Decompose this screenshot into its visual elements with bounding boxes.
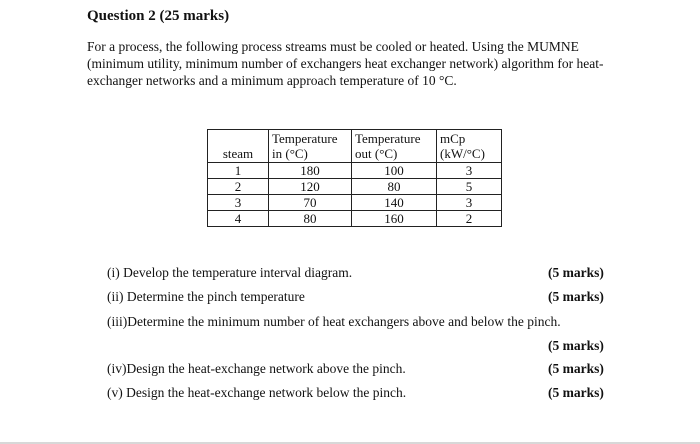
header-line: Temperature bbox=[272, 131, 338, 146]
header-steam bbox=[208, 130, 269, 163]
question-v: (v) Design the heat-exchange network below the pinch. bbox=[107, 385, 407, 400]
header-temperature-in bbox=[269, 130, 352, 163]
marks-i: (5 marks) bbox=[548, 265, 604, 280]
cell-steam: 1 bbox=[208, 163, 269, 179]
intro-line: exchanger networks and a minimum approach temperature of 10 °C. bbox=[87, 73, 457, 88]
intro-line: (minimum utility, minimum number of exchangers heat exchanger network) algorithm for heat- bbox=[87, 56, 604, 71]
header-temperature-out bbox=[352, 130, 437, 163]
cell-mcp: 3 bbox=[437, 163, 502, 179]
table-row bbox=[208, 211, 502, 227]
table-row bbox=[208, 163, 502, 179]
question-iv: (iv)Design the heat-exchange network above the pinch. bbox=[107, 361, 406, 376]
header-line: Temperature bbox=[355, 131, 421, 146]
cell-temp-out: 140 bbox=[352, 195, 437, 211]
table-row bbox=[208, 179, 502, 195]
cell-steam: 3 bbox=[208, 195, 269, 211]
header-line: (kW/°C) bbox=[440, 146, 485, 161]
cell-temp-in: 80 bbox=[269, 211, 352, 227]
cell-temp-in: 70 bbox=[269, 195, 352, 211]
cell-temp-in: 120 bbox=[269, 179, 352, 195]
header-line: out (°C) bbox=[355, 146, 398, 161]
table-header-row bbox=[208, 130, 502, 163]
cell-steam: 2 bbox=[208, 179, 269, 195]
cell-temp-in: 180 bbox=[269, 163, 352, 179]
cell-mcp: 5 bbox=[437, 179, 502, 195]
marks-v: (5 marks) bbox=[548, 385, 604, 400]
header-line: in (°C) bbox=[272, 146, 308, 161]
cell-temp-out: 100 bbox=[352, 163, 437, 179]
stream-data-table bbox=[207, 129, 502, 227]
intro-line: For a process, the following process streams must be cooled or heated. Using the MUMNE bbox=[87, 39, 579, 54]
marks-iii: (5 marks) bbox=[548, 338, 604, 353]
question-iii: (iii)Determine the minimum number of heat exchangers above and below the pinch. bbox=[107, 314, 561, 329]
marks-iv: (5 marks) bbox=[548, 361, 604, 376]
question-ii: (ii) Determine the pinch temperature bbox=[107, 289, 305, 304]
cell-steam: 4 bbox=[208, 211, 269, 227]
intro-paragraph bbox=[87, 38, 622, 89]
question-heading: Question 2 (25 marks) bbox=[87, 8, 230, 24]
header-line: mCp bbox=[440, 131, 466, 146]
cell-mcp: 3 bbox=[437, 195, 502, 211]
question-i: (i) Develop the temperature interval diagram. bbox=[107, 265, 353, 280]
table-row bbox=[208, 195, 502, 211]
marks-ii: (5 marks) bbox=[548, 289, 604, 304]
cell-temp-out: 160 bbox=[352, 211, 437, 227]
cell-mcp: 2 bbox=[437, 211, 502, 227]
header-line: steam bbox=[222, 146, 254, 161]
cell-temp-out: 80 bbox=[352, 179, 437, 195]
header-mcp bbox=[437, 130, 502, 163]
